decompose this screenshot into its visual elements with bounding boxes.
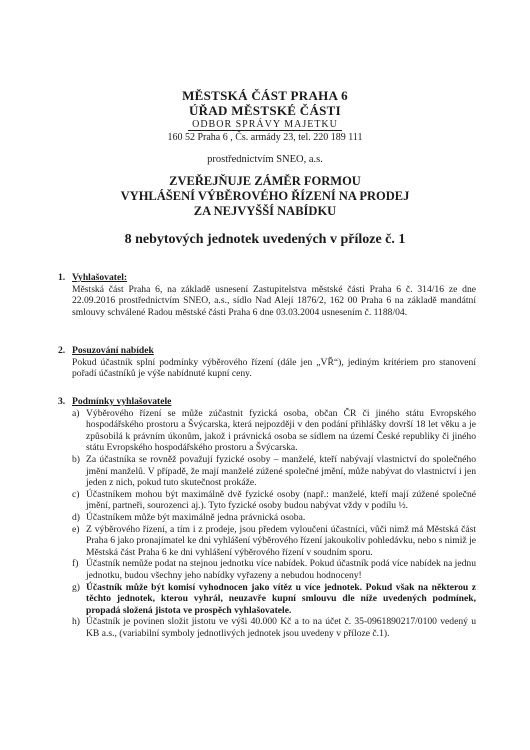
section-number: 2. <box>58 345 66 356</box>
condition-item <box>72 558 476 581</box>
condition-text: Účastník je povinen složit jistotu ve výši 40.000 Kč a to na účet č. 35-0961890217/0100 vedený u KB a.s., (variabilní symboly jednotlivých jednotek jsou uvedeny v příloze č.1). <box>86 616 476 639</box>
condition-label: f) <box>72 558 79 570</box>
condition-label: c) <box>72 488 80 500</box>
condition-item <box>72 408 476 454</box>
via-line: prostřednictvím SNEO, a.s. <box>207 154 323 165</box>
condition-item <box>72 489 476 512</box>
condition-text: Účastníkem mohou být maximálně dvě fyzické osoby (např.: manželé, kteří mají zúžené společné jmění, partneři, sourozenci aj.). Tyto fyzické osoby budou nabývat vždy v podílu ½. <box>86 488 476 512</box>
condition-label: e) <box>72 523 80 535</box>
condition-text: Účastník může být komisí vyhodnocen jako vítěz u více jednotek. Pokud však na některou z těchto jednotek, kterou vyhrál, neuzavře kupní smlouvu dle níže uvedených podmínek, propadá složená jistota ve prospěch vyhlašovatele. <box>86 581 476 616</box>
condition-label: h) <box>72 616 80 628</box>
condition-item <box>72 524 476 559</box>
header-department <box>0 119 530 130</box>
condition-text: Účastníkem může být maximálně jedna právnická osoba. <box>86 511 306 523</box>
document-subtitle: 8 nebytových jednotek uvedených v příloze č. 1 <box>124 232 406 247</box>
header-municipality: MĚSTSKÁ ČÁST PRAHA 6 <box>182 88 348 103</box>
condition-text: Výběrového řízení se může zúčastnit fyzická osoba, občan ČR či jiného státu Evropského hospodářského prostoru a Švýcarska, která nejpozději v den podání přihlášky dovrší 18 let věku a je způsobilá k právním úkonům, jakož i právnická osoba se sídlem na území České republiky či jiného státu Evropského hospodářského prostoru a Švýcarska. <box>86 407 476 454</box>
title-line-2: VYHLÁŠENÍ VÝBĚROVÉHO ŘÍZENÍ NA PRODEJ <box>120 189 410 203</box>
condition-label: d) <box>72 511 80 523</box>
condition-text: Za účastníka se rovněž považují fyzické osoby – manželé, kteří nabývají vlastnictví do společného jmění manželů. V případě, že mají manželé zúžené společné jmění, může nabývat do vlastnictví i jen jeden z nich, pokud tuto skutečnost prokáže. <box>86 453 476 489</box>
section-heading <box>58 345 476 357</box>
section-body: Pokud účastník splní podmínky výběrového řízení (dále jen „VŘ“), jediným kritériem pro stanovení pořadí účastníků je výše nabídnuté kupní ceny. <box>72 356 476 380</box>
section-body: Městská část Praha 6, na základě usnesení Zastupitelstva městské části Praha 6 č. 314/16 ze dne 22.09.2016 prostřednictvím SNEO, a.s., sídlo Nad Alejí 1876/2, 162 00 Praha 6 na základě mandátní smlouvy schválené Radou městské části Praha 6 dne 03.03.2004 usnesením č. 1188/04. <box>72 283 476 318</box>
section-number: 3. <box>58 396 66 407</box>
header-address: 160 52 Praha 6 , Čs. armády 23, tel. 220 189 111 <box>167 132 363 143</box>
section-evaluation <box>58 345 476 380</box>
section-heading <box>58 272 476 284</box>
condition-label: a) <box>72 407 80 419</box>
section-title: Vyhlašovatel: <box>72 272 128 283</box>
section-conditions <box>58 396 476 639</box>
condition-item <box>72 616 476 639</box>
section-title: Posuzování nabídek <box>72 345 154 356</box>
section-announcer <box>58 272 476 318</box>
condition-item <box>72 512 476 524</box>
section-title: Podmínky vyhlašovatele <box>72 396 172 407</box>
condition-item-emphasized <box>72 582 476 617</box>
title-line-1: ZVEŘEJŇUJE ZÁMĚR FORMOU <box>169 174 361 188</box>
condition-label: b) <box>72 453 80 465</box>
header-office: ÚŘAD MĚSTSKÉ ČÁSTI <box>188 103 342 118</box>
condition-text: Účastník nemůže podat na stejnou jednotku více nabídek. Pokud účastník podá více nabídek na jednu jednotku, budou všechny jeho nabídky vyřazeny a nebudou hodnoceny! <box>86 558 476 581</box>
condition-text: Z výběrového řízení, a tím i z prodeje, jsou předem vyloučeni účastníci, vůči nimž má Městská část Praha 6 jako pronajímatel ke dni vyhlášení výběrového řízení jakoukoliv pohledávku, nebo s nimiž je Městská část Praha 6 ke dni vyhlášení výběrového řízení v soudním sporu. <box>86 523 476 558</box>
title-line-3: ZA NEJVYŠŠÍ NABÍDKU <box>193 204 337 218</box>
header-department-text: ODBOR SPRÁVY MAJETKU <box>188 119 342 131</box>
section-number: 1. <box>58 272 66 283</box>
section-heading <box>58 396 476 408</box>
conditions-list <box>58 408 476 640</box>
condition-label: g) <box>72 581 80 593</box>
condition-item <box>72 454 476 489</box>
